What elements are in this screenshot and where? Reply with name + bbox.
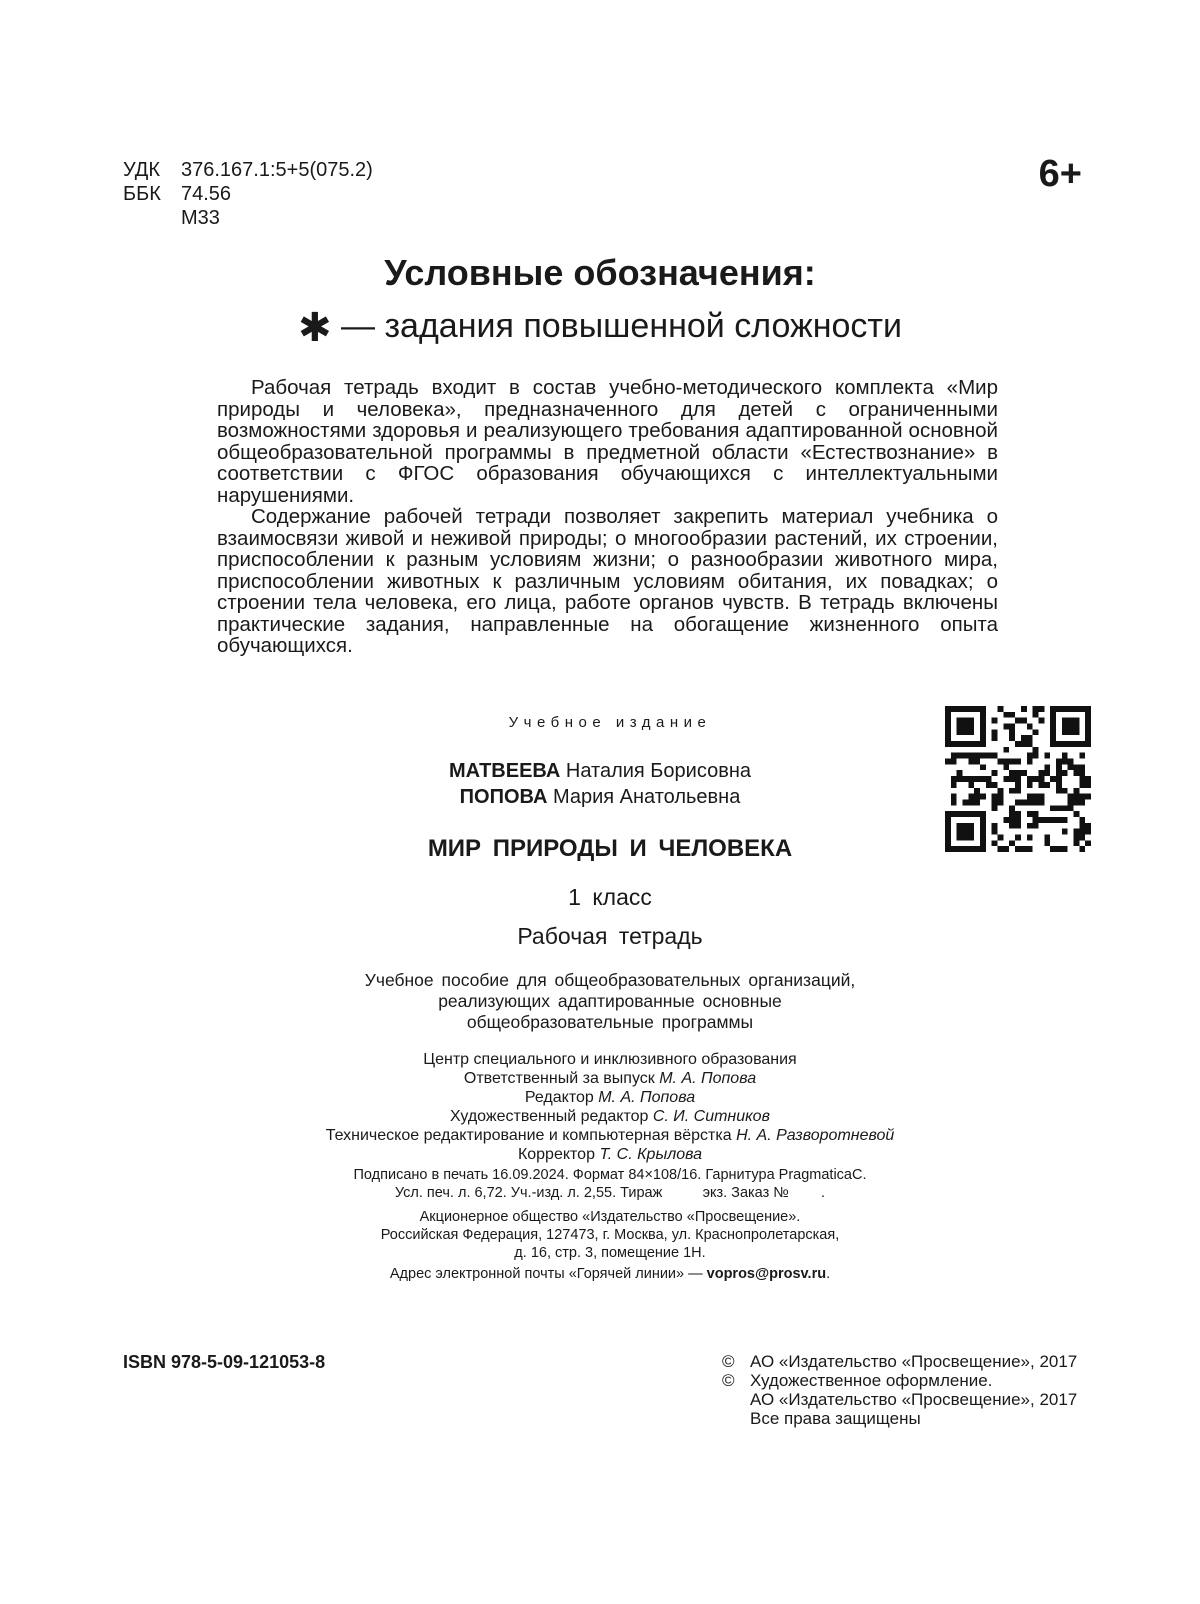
imprint-line-1: Подписано в печать 16.09.2024. Формат 84×108/16. Гарнитура PragmaticaC. <box>353 1167 867 1183</box>
annotation-paragraph-1: Рабочая тетрадь входит в состав учебно-методического комплекта «Мир природы и человека», предназначенного для детей с ограниченными возможностями здоровья и реализующего требования адаптированной основной общеобразовательной программы в предметной области «Естествознание» в соответствии с ФГОС образования обучающихся с интеллектуальными нарушениями. <box>217 376 998 507</box>
legend-title: Условные обозначения: <box>384 252 816 293</box>
classification-block <box>123 158 373 230</box>
publisher <box>0 1208 1200 1262</box>
publisher-line-3: д. 16, стр. 3, помещение 1Н. <box>514 1245 706 1261</box>
imprint-line-2: Усл. печ. л. 6,72. Уч.-изд. л. 2,55. Тираж экз. Заказ № . <box>394 1185 826 1201</box>
annotation-paragraph-2: Содержание рабочей тетради позволяет закрепить материал учебника о взаимосвязи живой и неживой природы; о многообразии растений, их строении, приспособлении к разным условиям жизни; о разнообразии животного мира, приспособлении животных к различным условиям обитания, их повадках; о строении тела человека, его лица, работе органов чувств. В тетрадь включены практические задания, направленные на обогащение жизненного опыта обучающихся. <box>217 505 998 657</box>
age-rating: 6+ <box>1038 153 1082 195</box>
purpose-line-2: реализующих адаптированные основные <box>438 991 782 1011</box>
imprint <box>0 1166 1200 1202</box>
annotation <box>217 377 998 657</box>
edition-type: Учебное издание <box>508 714 712 731</box>
hotline-email: Адрес электронной почты «Горячей линии» — vopros@prosv.ru. <box>389 1266 831 1282</box>
udk-label: УДК <box>123 159 161 181</box>
copyright-line-3: АО «Издательство «Просвещение», 2017 <box>750 1390 1078 1409</box>
grade: 1 класс <box>568 884 652 910</box>
copyright-icon: © <box>722 1371 735 1390</box>
credits-corrector: Корректор Т. С. Крылова <box>517 1146 703 1163</box>
publisher-line-1: Акционерное общество «Издательство «Просвещение». <box>419 1209 801 1225</box>
copyright-line-4: Все права защищены <box>750 1409 921 1428</box>
bbk-label: ББК <box>123 183 161 205</box>
credits-tech: Техническое редактирование и компьютерная вёрстка Н. А. Разворотневой <box>325 1127 895 1144</box>
asterisk-icon: ✱ <box>298 306 332 350</box>
isbn: ISBN 978-5-09-121053-8 <box>123 1352 326 1372</box>
author-sign: М33 <box>181 207 220 229</box>
qr-code <box>945 706 1091 852</box>
bbk-value: 74.56 <box>181 183 232 205</box>
author-1-surname: МАТВЕЕВА <box>448 760 561 782</box>
credits <box>0 1050 1200 1164</box>
author-2-name: Мария Анатольевна <box>552 786 741 808</box>
copyright <box>722 1352 1077 1428</box>
purpose <box>0 970 1200 1033</box>
credits-editor: Редактор М. А. Попова <box>524 1089 696 1106</box>
author-1-name: Наталия Борисовна <box>565 760 751 782</box>
credits-center: Центр специального и инклюзивного образования <box>423 1051 797 1068</box>
legend-text: — задания повышенной сложности <box>341 307 902 345</box>
email-label: Адрес электронной почты «Горячей линии» — <box>389 1266 703 1282</box>
copyright-line-2: Художественное оформление. <box>750 1371 993 1390</box>
email-address[interactable]: vopros@prosv.ru <box>706 1266 827 1282</box>
author-2-surname: ПОПОВА <box>459 786 548 808</box>
credits-art-editor: Художественный редактор С. И. Ситников <box>450 1108 770 1125</box>
purpose-line-3: общеобразовательные программы <box>466 1012 754 1032</box>
publisher-line-2: Российская Федерация, 127473, г. Москва, ул. Краснопролетарская, <box>380 1227 840 1243</box>
legend-line <box>0 305 1200 351</box>
book-title: МИР ПРИРОДЫ И ЧЕЛОВЕКА <box>427 835 793 862</box>
copyright-line-1: АО «Издательство «Просвещение», 2017 <box>750 1352 1078 1371</box>
workbook-label: Рабочая тетрадь <box>517 923 703 949</box>
purpose-line-1: Учебное пособие для общеобразовательных организаций, <box>364 970 856 990</box>
udk-value: 376.167.1:5+5(075.2) <box>181 159 373 181</box>
copyright-icon: © <box>722 1352 735 1371</box>
credits-responsible: Ответственный за выпуск М. А. Попова <box>463 1070 757 1087</box>
